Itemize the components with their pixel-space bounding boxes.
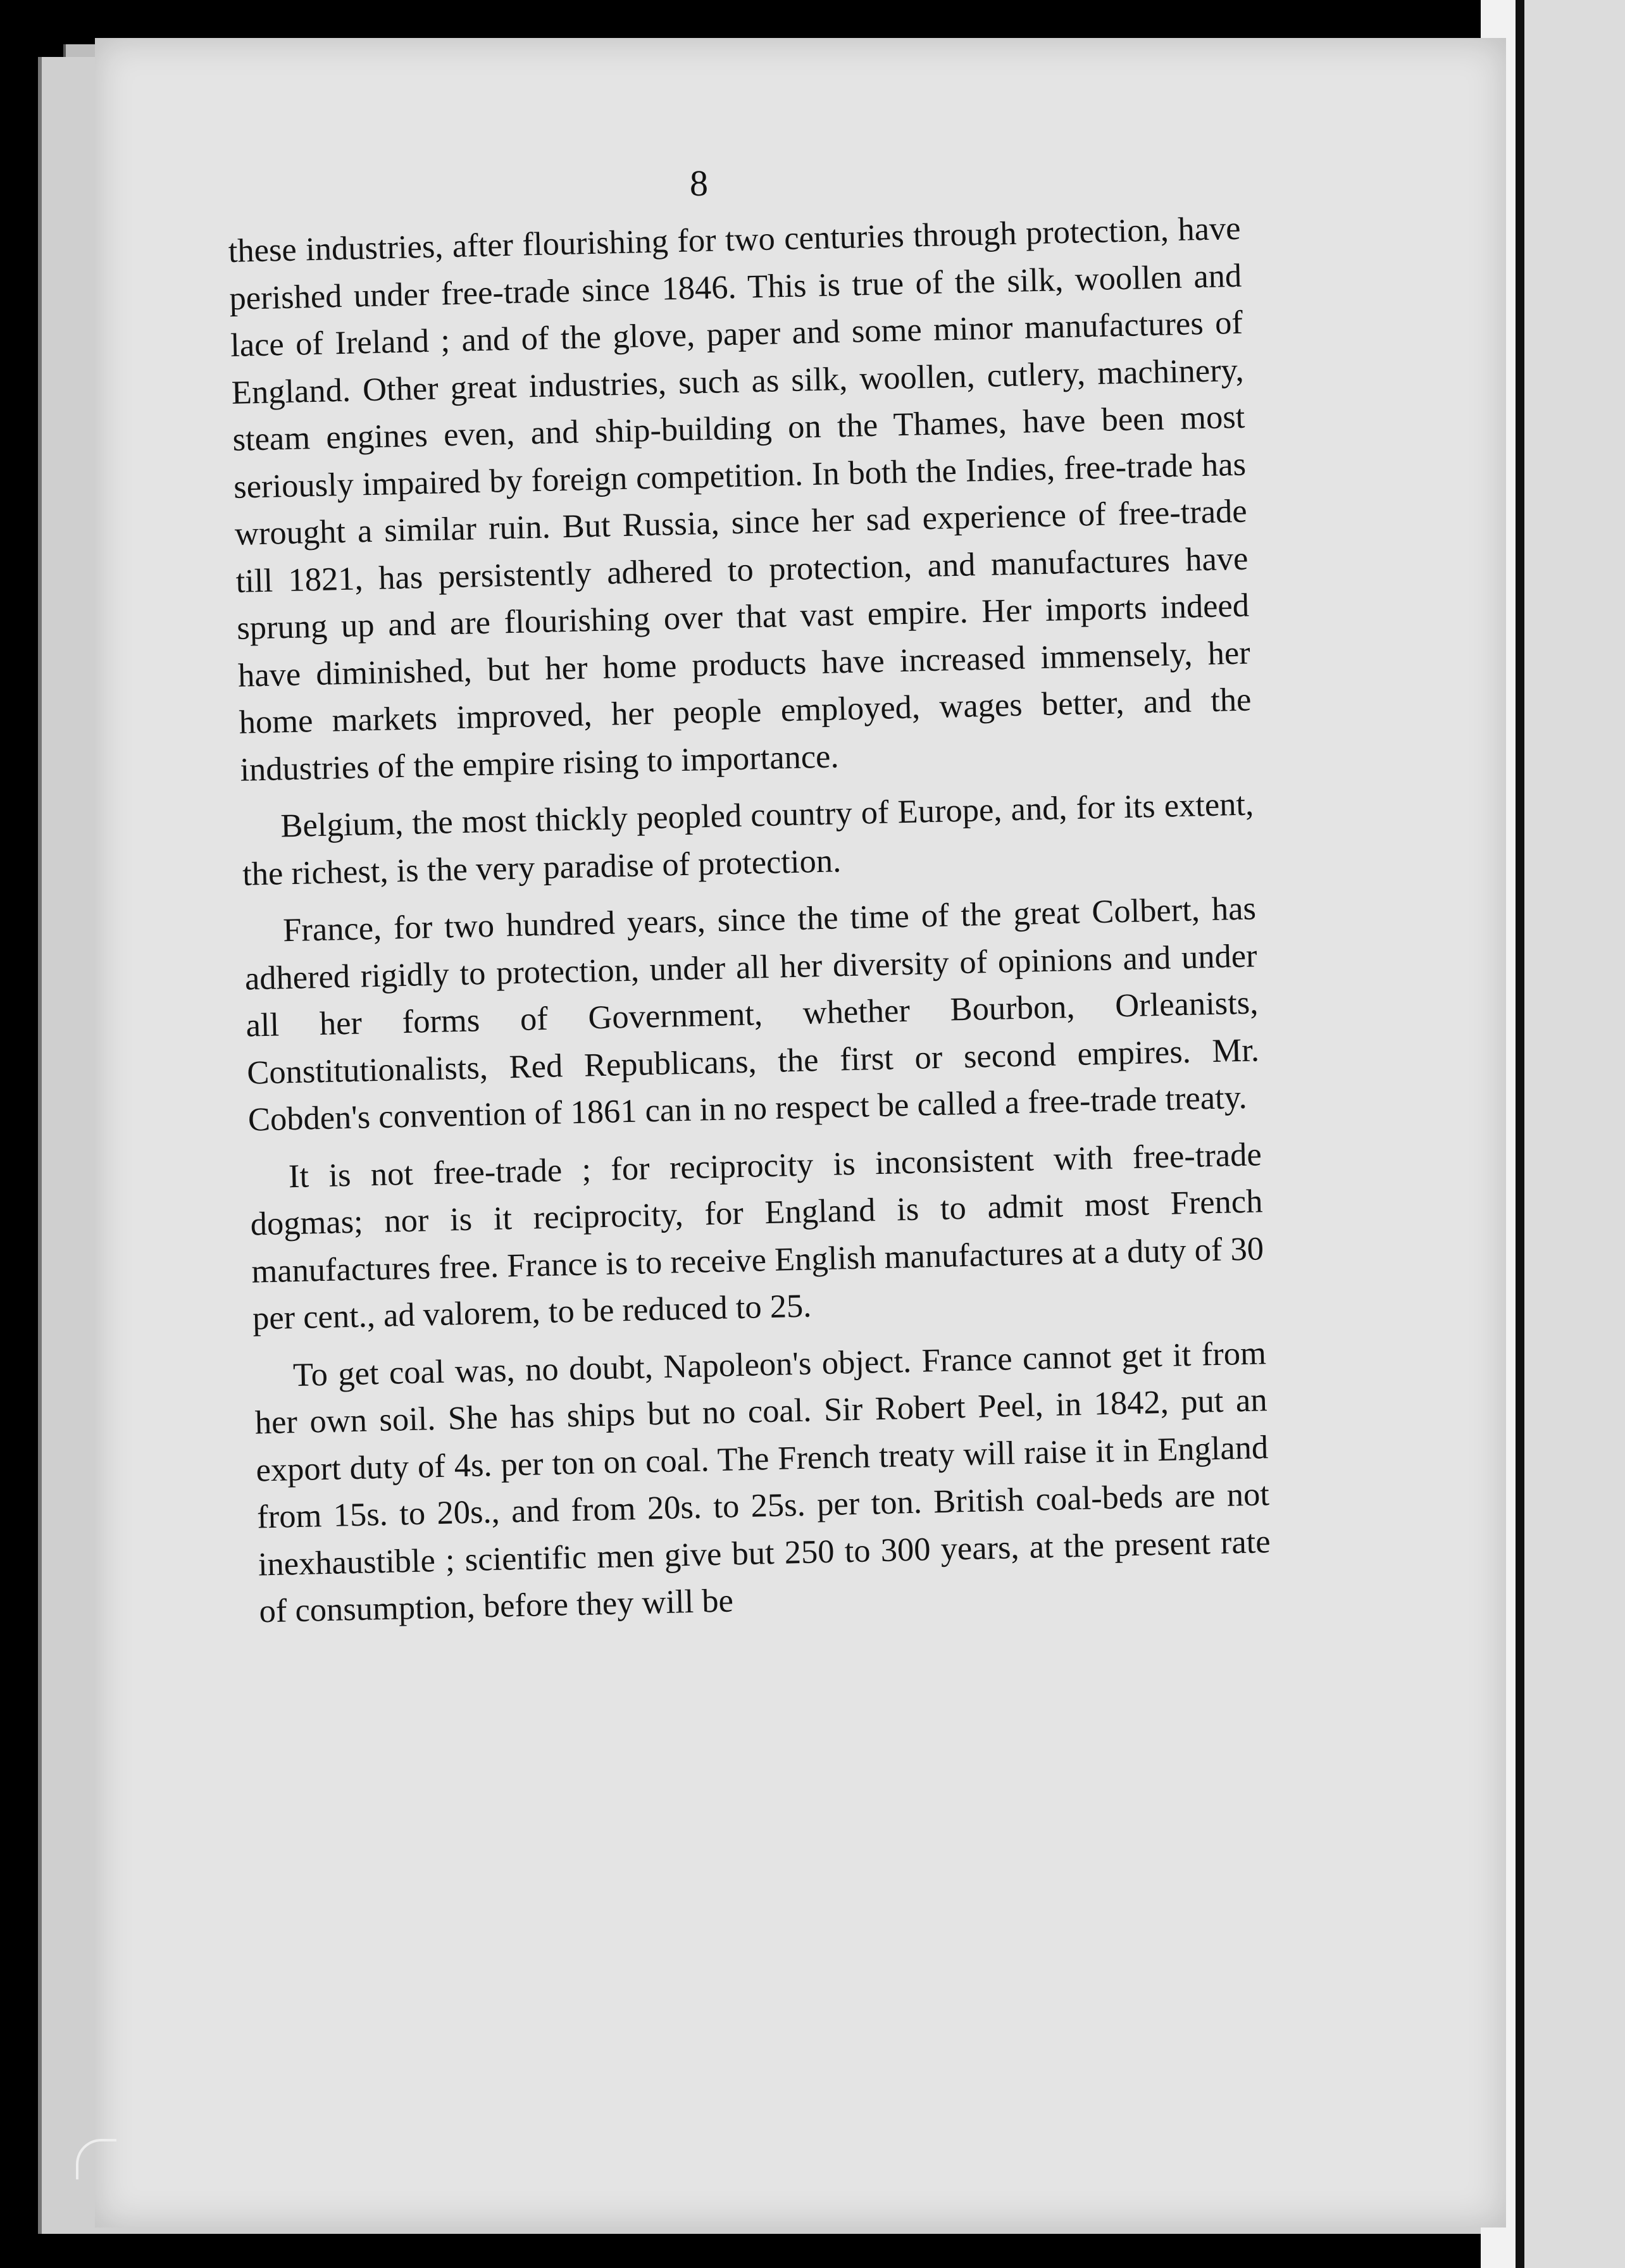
page-number: 8 — [690, 163, 708, 204]
paragraph-belgium: Belgium, the most thickly peopled country of Europe, and, for its extent, the richest, is the very paradise of protection. — [242, 785, 1254, 893]
paragraph-france: France, for two hundred years, since the time of the great Colbert, has adhered rigidly to protection, under all her diversity of opinions and under all her forms of Government, whether Bourbon, Orleanists, Constitutionalists, Red Republicans, the first or second empires. Mr. Cobden's convention of 1861 can in no respect be called a free-trade treaty. — [244, 890, 1260, 1138]
page-body-text — [228, 205, 1272, 1638]
paragraph-continuation: these industries, after flourishing for two centuries through protection, have perished under free-trade since 1846. This is true of the silk, woollen and lace of Ireland ; and of the glove, paper and some minor manufactures of England. Other great industries, such as silk, woollen, cutlery, machinery, steam engines even, and ship-building on the Thames, have been most seriously impaired by foreign competition. In both the Indies, free-trade has wrought a similar ruin. But Russia, since her sad experience of free-trade till 1821, has persistently adhered to protection, and manufactures have sprung up and are flourishing over that vast empire. Her imports indeed have diminished, but her home products have increased immensely, her home markets improved, her people employed, wages better, and the industries of the empire rising to importance. — [228, 209, 1252, 788]
paragraph-reciprocity: It is not free-trade ; for reciprocity is inconsistent with free-trade dogmas; nor is it reciprocity, for England is to admit most French manufactures free. France is to receive English manufactures at a duty of 30 per cent., ad valorem, to be reduced to 25. — [250, 1135, 1264, 1337]
facing-page — [1516, 0, 1625, 2268]
paragraph-coal: To get coal was, no doubt, Napoleon's object. France cannot get it from her own soil. She has ships but no coal. Sir Robert Peel, in 1842, put an export duty of 4s. per ton on coal. The French treaty will raise it in England from 15s. to 20s., and from 20s. to 25s. per ton. British coal-beds are not inexhaustible ; scientific men give but 250 to 300 years, at the present rate of consumption, before they will be — [254, 1334, 1271, 1630]
